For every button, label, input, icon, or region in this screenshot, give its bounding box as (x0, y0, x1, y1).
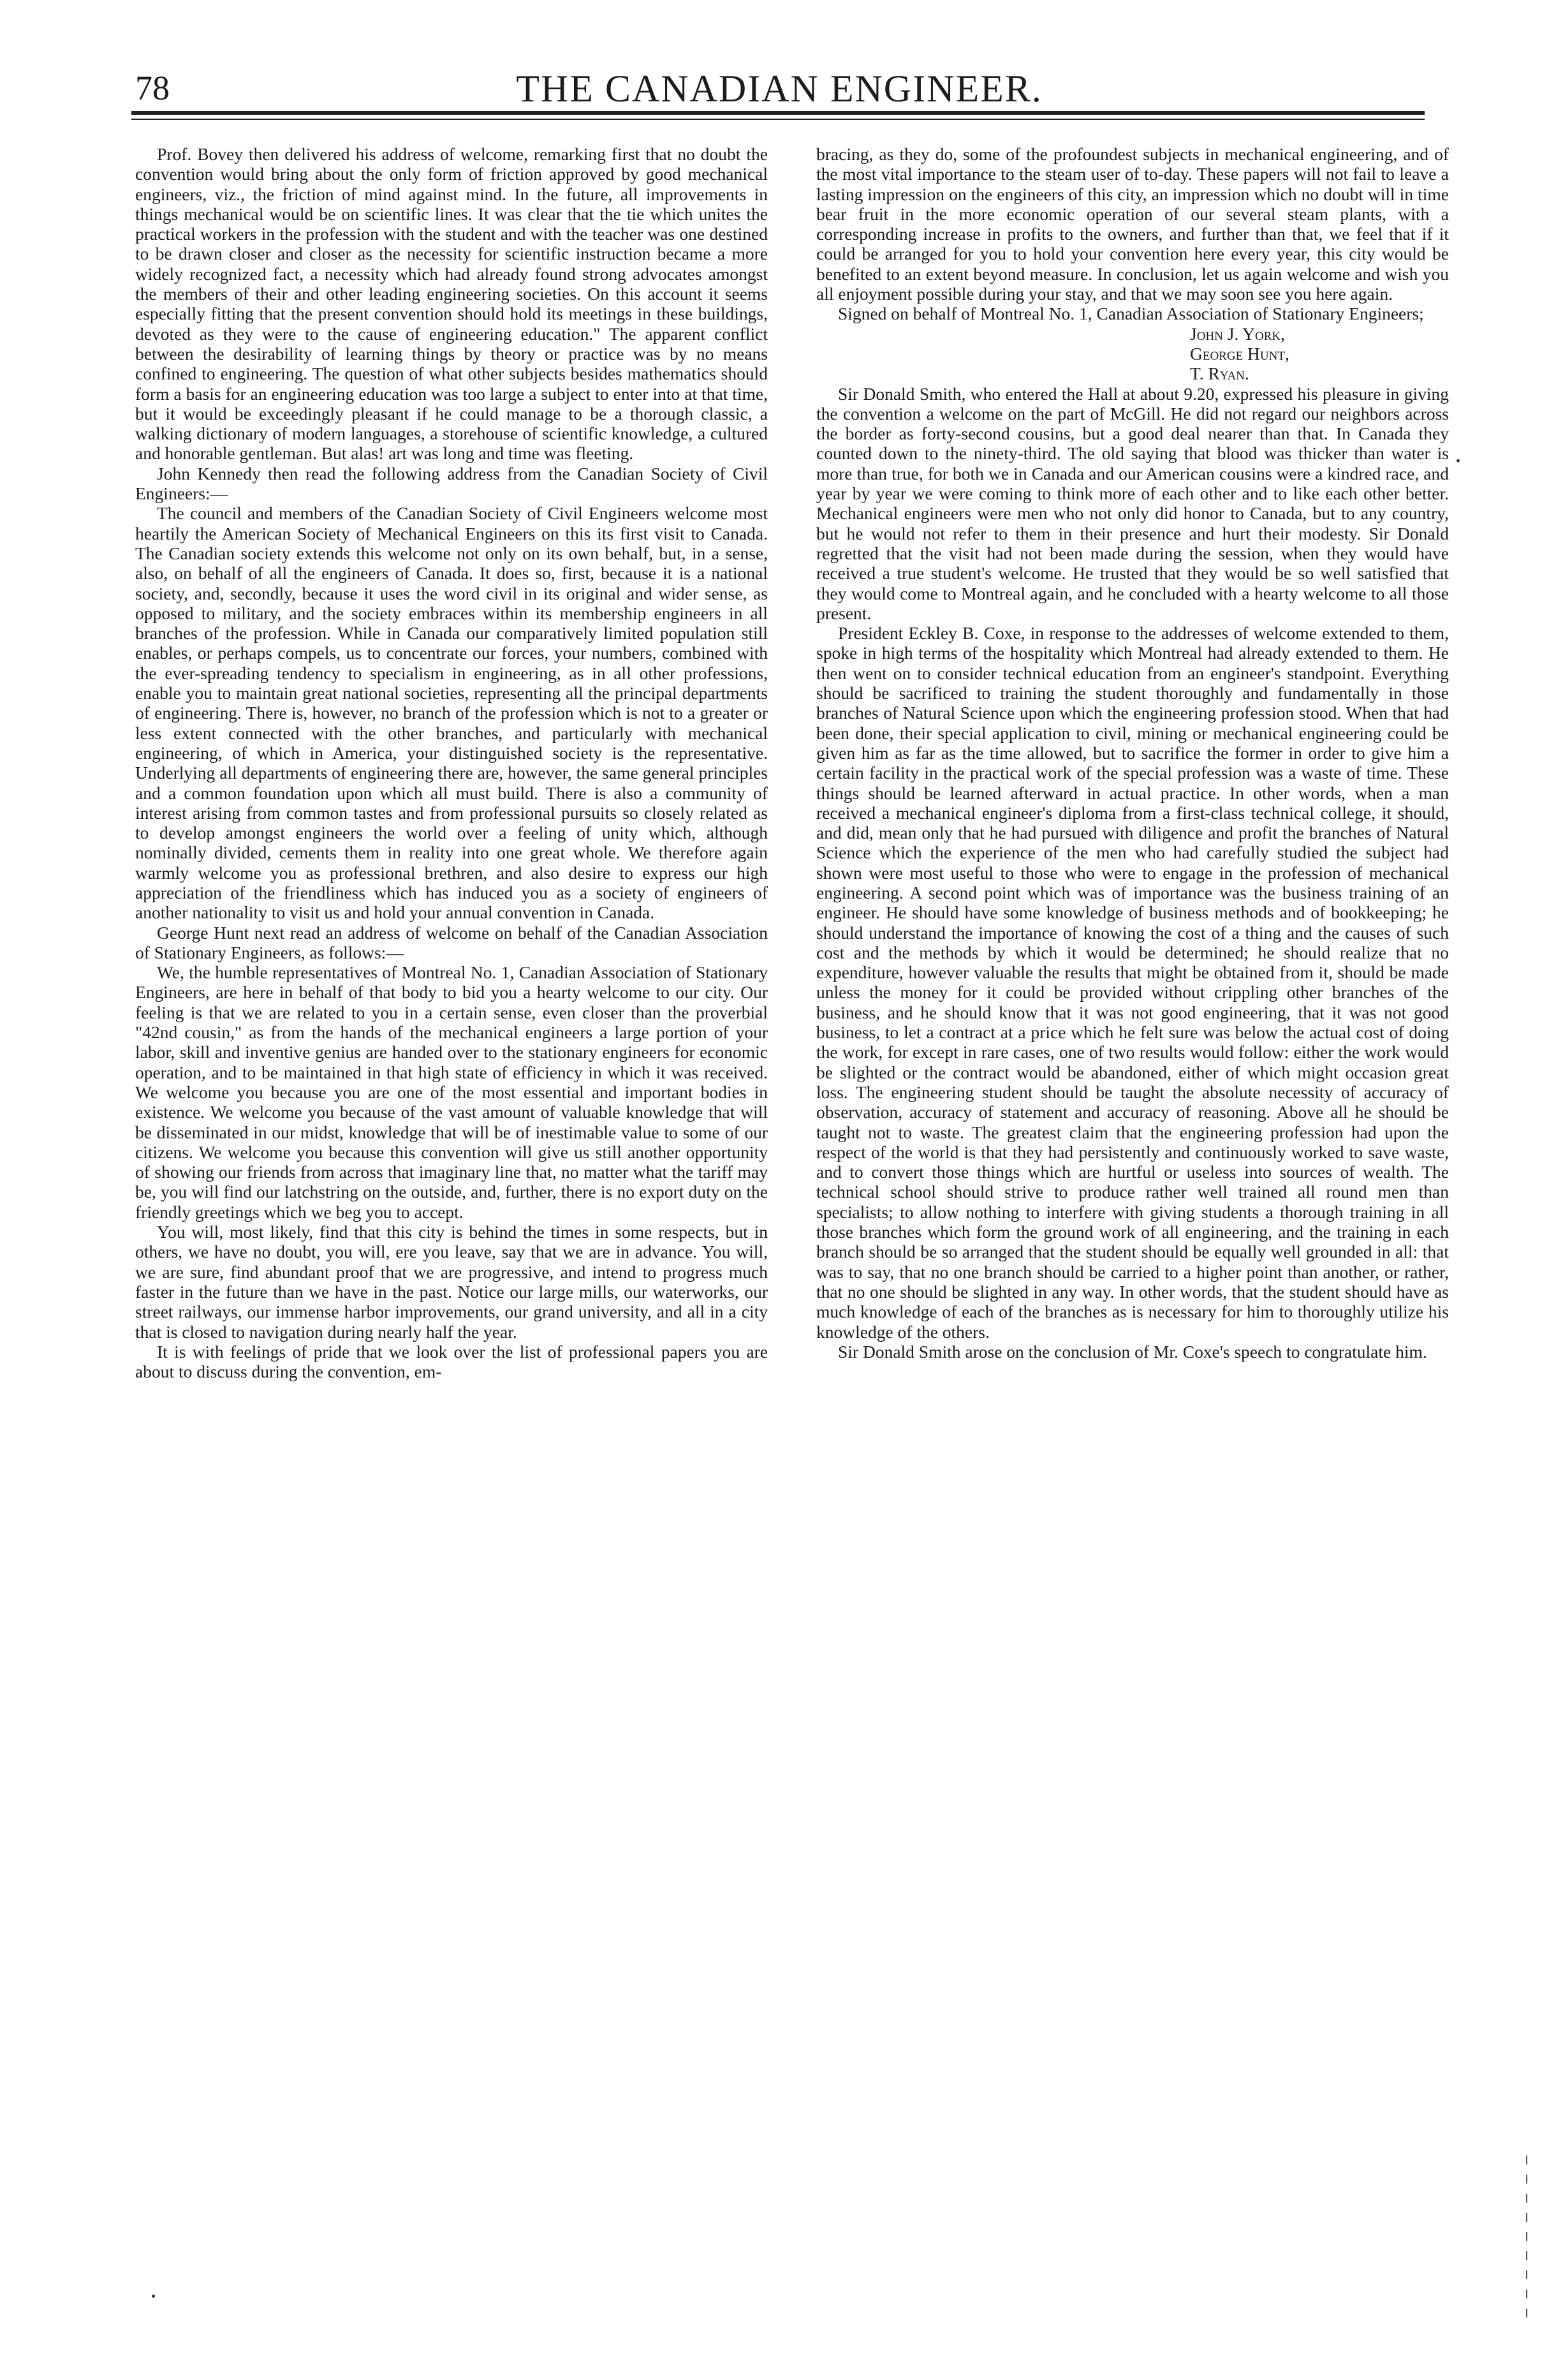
signatory-name: John J. York, (1190, 323, 1286, 344)
paragraph-civil-engineers-address: The council and members of the Canadian Society of Civil Engineers welcome most heartily the American Society of Mechanical Engineers on this its first visit to Canada. The Canadian society extends this welcome not only on its own behalf, but, in a sense, also, on behalf of all the engineers of Canada. It does so, first, because it is a national society, and, secondly, because it uses the word civil in its original and wider sense, as opposed to military, and the society embraces within its membership engineers in all branches of the profession. While in Canada our comparatively limited population still enables, or perhaps compels, us to concentrate our forces, your numbers, combined with the ever-spreading tendency to specialism in engineering, as in all other professions, enable you to maintain great national societies, representing all the principal departments of engineering. There is, however, no branch of the profession which is not to a greater or less extent connected with the other branches, and particularly with mechanical engineering, of which in America, your distinguished society is the representative. Underlying all departments of engineering there are, however, the same general principles and a common foundation upon which all must build. There is also a community of interest arising from common tastes and from professional pursuits so closely related as to develop amongst engineers the world over a feeling of unity which, although nominally divided, cements them in reality into one great whole. We therefore again warmly welcome you as professional brethren, and also desire to express our high appreciation of the friendliness which has induced you as a society of engineers of another nationality to visit us and hold your annual convention in Canada. (135, 503, 768, 923)
paragraph-donald-smith-welcome: Sir Donald Smith, who entered the Hall at about 9.20, expressed his pleasure in giving the convention a welcome on the part of McGill. He did not regard our neighbors across the border as forty-second cousins, but a good deal nearer than that. In Canada they counted down to the ninety-third. The old saying that blood was thicker than water is more than true, for both we in Canada and our American cousins were a kindred race, and year by year we were coming to think more of each other and to like each other better. Mechanical engineers were men who not only did honor to Canada, but to any country, but he would not refer to them in their presence and hurt their modesty. Sir Donald regretted that the visit had not been made during the session, when they would have received a true student's welcome. He trusted that they would be so well satisfied that they would come to Montreal again, and he concluded with a hearty welcome to all those present. (816, 383, 1449, 623)
signatory-name: George Hunt, (1190, 343, 1289, 364)
paragraph-hunt-intro: George Hunt next read an address of welcome on behalf of the Canadian Association of Stationary Engineers, as follows:— (135, 922, 768, 962)
paragraph-coxe-response: President Eckley B. Coxe, in response to the addresses of welcome extended to them, spoke in high terms of the hospitality which Montreal had already extended to them. He then went on to consider technical education from an engineer's standpoint. Everything should be sacrificed to training the student thoroughly and fundamentally in those branches of Natural Science upon which the engineering profession stood. When that had been done, their special application to civil, mining or mechanical engineering could be given him as far as the time allowed, but to sacrifice the former in order to give him a certain facility in the practical work of the special profession was a waste of time. These things should be learned afterward in actual practice. In other words, when a man received a mechanical engineer's diploma from a first-class technical college, it should, and did, mean only that he had pursued with diligence and profit the branches of Natural Science which the experience of the men who had carefully studied the subject had shown were most useful to those who were to engage in the profession of mechanical engineering. A second point which was of importance was the business training of an engineer. He should have some knowledge of business methods and of bookkeeping; he should understand the importance of knowing the cost of a thing and the causes of such cost and the methods by which it would be determined; he should realize that no expenditure, however valuable the results that might be obtained from it, should be made unless the money for it could be provided without crippling other branches of the business, and he should know that it was not good engineering, that it was not good business, to let a contract at a price which he felt sure was below the actual cost of doing the work, for except in rare cases, one of two results would follow: either the work would be slighted or the contract would be abandoned, either of which might occasion great loss. The engineering student should be taught the absolute necessity of accuracy of observation, accuracy of statement and accuracy of reasoning. Above all he should be taught not to waste. The greatest claim that the engineering profession had upon the respect of the world is that they had persistently and continuously worked to save waste, and to convert those things which are hurtful or useless into sources of wealth. The technical school should strive to produce rather well trained all round men than specialists; to allow nothing to interfere with giving students a thorough training in all those branches which form the ground work of all engineering, and the training in each branch should be so arranged that the student should be equally well grounded in all: that was to say, that no one branch should be carried to a higher point than another, or rather, that no one should be slighted in any way. In other words, that the student should have as much knowledge of each of the branches as is necessary for him to thoroughly utilize his knowledge of the others. (816, 623, 1449, 1342)
signature-block (816, 324, 1449, 384)
paragraph-bovey-address: Prof. Bovey then delivered his address of welcome, remarking first that no doubt the convention would bring about the only form of friction approved by good mechanical engineers, viz., the friction of mind against mind. In the future, all improvements in things mechanical would be on scientific lines. It was clear that the tie which unites the practical workers in the profession with the student and with the teacher was one destined to be drawn closer and closer as the necessity for scientific instruction became a more widely recognized fact, a necessity which had already found strong advocates amongst the members of their and other leading engineering societies. On this account it seems especially fitting that the present convention should hold its meetings in these buildings, devoted as they were to the cause of engineering education." The apparent conflict between the desirability of learning things by theory or practice was by no means confined to engineering. The question of what other subjects besides mathematics should form a basis for an engineering education was too large a subject to enter into at that time, but it would be exceedingly pleasant if he could manage to be a thorough classic, a walking dictionary of modern languages, a storehouse of scientific knowledge, a cultured and honorable gentleman. But alas! art was long and time was fleeting. (135, 144, 768, 464)
paragraph-kennedy-intro: John Kennedy then read the following address from the Canadian Society of Civil Engineers:— (135, 463, 768, 504)
publication-title: THE CANADIAN ENGINEER. (516, 68, 1043, 110)
margin-mark (1526, 2156, 1527, 2321)
page-number: 78 (135, 69, 170, 107)
page-header (135, 61, 1423, 119)
paragraph-professional-papers: It is with feelings of pride that we look over the list of professional papers you are about to discuss during the convention, em- (135, 1341, 768, 1382)
paragraph-city-progress: You will, most likely, find that this city is behind the times in some respects, but in others, we have no doubt, you will, ere you leave, say that we are in advance. You will, we are sure, find abundant proof that we are progressive, and intend to progress much faster in the future than we have in the past. Notice our large mills, our waterworks, our street railways, our immense harbor improvements, our grand university, and all in a city that is closed to navigation during nearly half the year. (135, 1222, 768, 1342)
left-column (135, 144, 768, 2325)
paragraph-signed-on-behalf: Signed on behalf of Montreal No. 1, Canadian Association of Stationary Engineers; (838, 304, 1424, 324)
paragraph-stationary-engineers-address: We, the humble representatives of Montreal No. 1, Canadian Association of Stationary Engineers, are here in behalf of that body to bid you a hearty welcome to our city. Our feeling is that we are related to you in a certain sense, even closer than the proverbial "42nd cousin," as from the hands of the mechanical engineers a large portion of your labor, skill and inventive genius are handed over to the stationary engineers for economic operation, and to be maintained in that high state of efficiency in which it was received. We welcome you because you are one of the most essential and important bodies in existence. We welcome you because of the vast amount of valuable knowledge that will be disseminated in our midst, knowledge that will be of inestimable value to some of our citizens. We welcome you because this convention will give us still another opportunity of showing our friends from across that imaginary line that, no matter what the tariff may be, you will find our latchstring on the outside, and, further, there is no export duty on the friendly greetings which we beg you to accept. (135, 962, 768, 1222)
right-column (816, 144, 1449, 2325)
ink-speck (1457, 459, 1460, 462)
ink-speck (152, 2295, 155, 2298)
header-rule-thin (131, 119, 1425, 120)
paragraph-closing: Sir Donald Smith arose on the conclusion of Mr. Coxe's speech to congratulate him. (838, 1341, 1427, 1362)
paragraph-continuation: bracing, as they do, some of the profoundest subjects in mechanical engineering, and of the most vital importance to the steam user of to-day. These papers will not fail to leave a lasting impression on the engineers of this city, an impression which no doubt will in time bear fruit in the more economic operation of our several steam plants, with a corresponding increase in profits to the owners, and further than that, we feel that if it could be arranged for you to hold your convention here every year, this city would be benefited to an extent beyond measure. In conclusion, let us again welcome and wish you all enjoyment possible during your stay, and that we may soon see you here again. (816, 144, 1449, 304)
signatory-name: T. Ryan. (1190, 364, 1249, 384)
header-rule-thick (131, 111, 1425, 115)
